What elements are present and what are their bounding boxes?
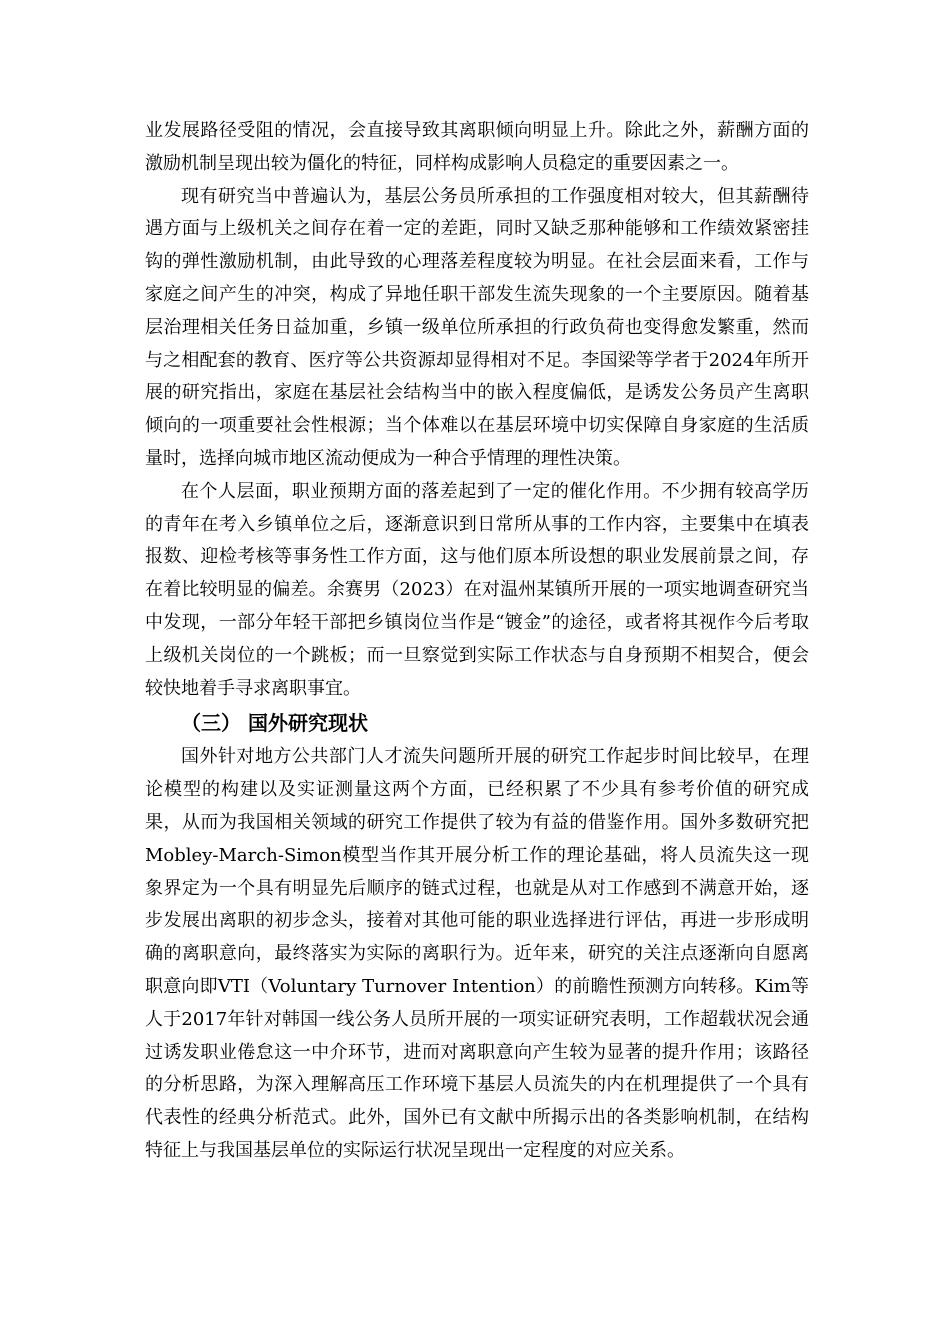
document-body <box>145 115 809 1168</box>
paragraph-foreign-research: 国外针对地方公共部门人才流失问题所开展的研究工作起步时间比较早，在理论模型的构建以及实证测量这两个方面，已经积累了不少具有参考价值的研究成果，从而为我国相关领域的研究工作提供了较为有益的借鉴作用。国外多数研究把Mobley-March-Simon模型当作其开展分析工作的理论基础，将人员流失这一现象界定为一个具有明显先后顺序的链式过程，也就是从对工作感到不满意开始，逐步发展出离职的初步念头，接着对其他可能的职业选择进行评估，再进一步形成明确的离职意向，最终落实为实际的离职行为。近年来，研究的关注点逐渐向自愿离职意向即VTI（Voluntary Turnover Intention）的前瞻性预测方向转移。Kim等人于2017年针对韩国一线公务人员所开展的一项实证研究表明，工作超载状况会通过诱发职业倦怠这一中介环节，进而对离职意向产生较为显著的提升作用；该路径的分析思路，为深入理解高压工作环境下基层人员流失的内在机理提供了一个具有代表性的经典分析范式。此外，国外已有文献中所揭示出的各类影响机制，在结构特征上与我国基层单位的实际运行状况呈现出一定程度的对应关系。 <box>145 746 809 1161</box>
section-heading: （三） 国外研究现状 <box>181 711 368 736</box>
paragraph-continuation: 业发展路径受阻的情况，会直接导致其离职倾向明显上升。除此之外，薪酬方面的激励机制呈现出较为僵化的特征，同样构成影响人员稳定的重要因素之一。 <box>145 120 809 174</box>
paragraph-social-factors: 现有研究当中普遍认为，基层公务员所承担的工作强度相对较大，但其薪酬待遇方面与上级机关之间存在着一定的差距，同时又缺乏那种能够和工作绩效紧密挂钩的弹性激励机制，由此导致的心理落差程度较为明显。在社会层面来看，工作与家庭之间产生的冲突，构成了异地任职干部发生流失现象的一个主要原因。随着基层治理相关任务日益加重，乡镇一级单位所承担的行政负荷也变得愈发繁重，然而与之相配套的教育、医疗等公共资源却显得相对不足。李国梁等学者于2024年所开展的研究指出，家庭在基层社会结构当中的嵌入程度偏低，是诱发公务员产生离职倾向的一项重要社会性根源；当个体难以在基层环境中切实保障自身家庭的生活质量时，选择向城市地区流动便成为一种合乎情理的理性决策。 <box>145 185 809 469</box>
paragraph-personal-factors: 在个人层面，职业预期方面的落差起到了一定的催化作用。不少拥有较高学历的青年在考入乡镇单位之后，逐渐意识到日常所从事的工作内容，主要集中在填表报数、迎检考核等事务性工作方面，这与他们原本所设想的职业发展前景之间，存在着比较明显的偏差。余赛男（2023）在对温州某镇所开展的一项实地调查研究当中发现，一部分年轻干部把乡镇岗位当作是“镀金”的途径，或者将其视作今后考取上级机关岗位的一个跳板；而一旦察觉到实际工作状态与自身预期不相契合，便会较快地着手寻求离职事宜。 <box>145 480 809 699</box>
